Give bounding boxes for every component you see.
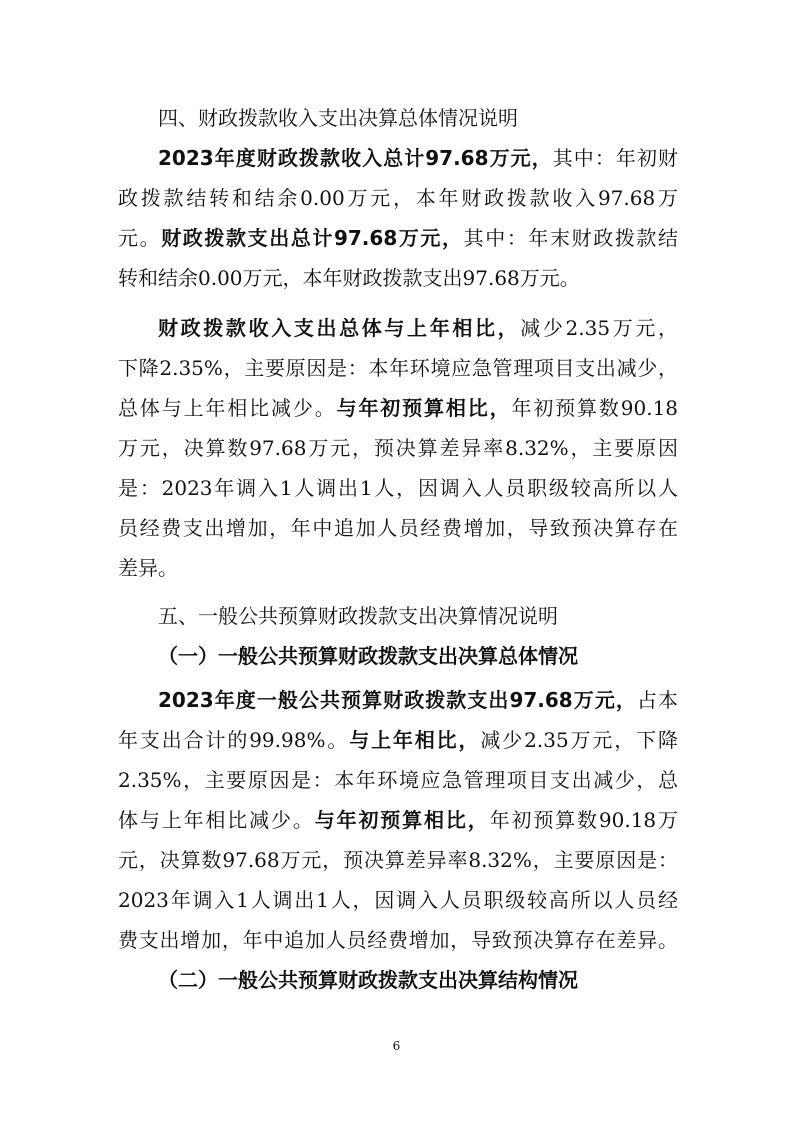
page-number: 6 xyxy=(392,1039,401,1053)
section4-p1-line1: 2023年度财政拨款收入总计97.68万元，其中：年初财 xyxy=(158,146,679,170)
section5-p1-line2: 年支出合计的99.98%。与上年相比，减少2.35万元，下降 xyxy=(118,728,679,752)
section4-p1-line4: 转和结余0.00万元，本年财政拨款支出97.68万元。 xyxy=(118,266,580,290)
section4-p2-line7: 差异。 xyxy=(118,556,178,580)
section4-heading: 四、财政拨款收入支出决算总体情况说明 xyxy=(158,106,518,130)
section5-p1-line5: 元，决算数97.68万元，预决算差异率8.32%，主要原因是： xyxy=(118,848,678,872)
section4-p2-line5: 是：2023年调入1人调出1人，因调入人员职级较高所以人 xyxy=(118,476,678,500)
section5-p1-line7: 费支出增加，年中追加人员经费增加，导致预决算存在差异。 xyxy=(118,928,678,952)
section4-p2-line4: 万元，决算数97.68万元，预决算差异率8.32%，主要原因 xyxy=(118,436,678,460)
bold-text: 2023年度财政拨款收入总计97.68万元， xyxy=(158,146,553,170)
section4-p2-line1: 财政拨款收入支出总体与上年相比，减少2.35万元， xyxy=(158,316,679,340)
section5-sub1-heading: （一）一般公共预算财政拨款支出决算总体情况 xyxy=(158,644,578,668)
section4-p1-line3: 元。财政拨款支出总计97.68万元，其中：年末财政拨款结 xyxy=(118,226,679,250)
section5-p1-line4: 体与上年相比减少。与年初预算相比，年初预算数90.18万 xyxy=(118,808,679,832)
bold-text: 财政拨款支出总计97.68万元， xyxy=(161,226,464,250)
section5-p1-line1: 2023年度一般公共预算财政拨款支出97.68万元，占本 xyxy=(158,688,678,712)
bold-text: 与年初预算相比， xyxy=(314,808,490,832)
section4-p2-line2: 下降2.35%，主要原因是：本年环境应急管理项目支出减少， xyxy=(118,356,678,380)
section4-p1-line2: 政拨款结转和结余0.00万元，本年财政拨款收入97.68万 xyxy=(118,186,678,210)
section4-p2-line3: 总体与上年相比减少。与年初预算相比，年初预算数90.18 xyxy=(118,396,679,420)
section5-heading: 五、一般公共预算财政拨款支出决算情况说明 xyxy=(158,604,558,628)
bold-text: 财政拨款收入支出总体与上年相比， xyxy=(158,316,521,340)
section4-p2-line6: 员经费支出增加，年中追加人员经费增加，导致预决算存在 xyxy=(118,516,678,540)
section5-p1-line3: 2.35%，主要原因是：本年环境应急管理项目支出减少，总 xyxy=(118,768,678,792)
bold-text: 与年初预算相比， xyxy=(336,396,512,420)
bold-text: 与上年相比， xyxy=(349,728,481,752)
bold-text: 2023年度一般公共预算财政拨款支出97.68万元， xyxy=(158,688,637,712)
section5-sub2-heading: （二）一般公共预算财政拨款支出决算结构情况 xyxy=(158,968,578,992)
section5-p1-line6: 2023年调入1人调出1人，因调入人员职级较高所以人员经 xyxy=(118,888,678,912)
